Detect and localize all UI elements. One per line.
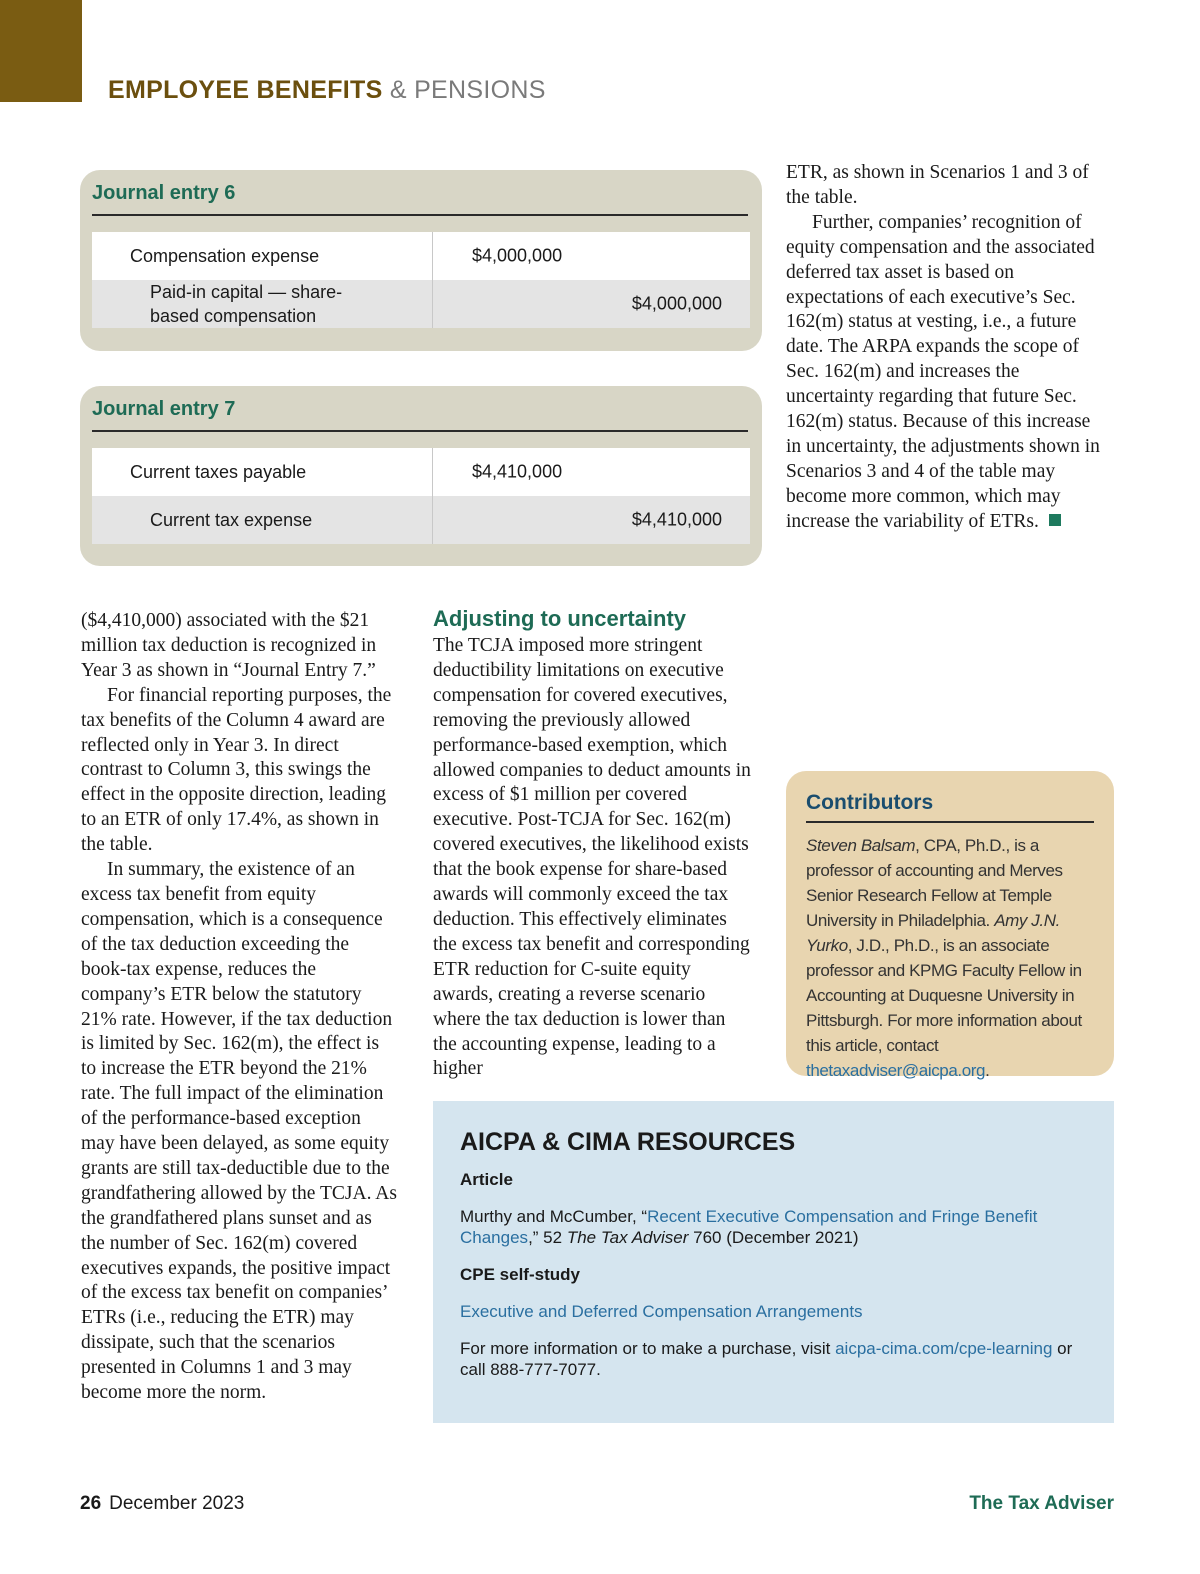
debit-amount: $4,410,000 xyxy=(472,461,563,482)
website-link[interactable]: aicpa-cima.com/cpe-learning xyxy=(835,1339,1053,1358)
account-name: Compensation expense xyxy=(130,246,320,266)
resources-box xyxy=(433,1101,1114,1423)
journal-entry-row xyxy=(92,496,750,544)
article-citation: Murthy and McCumber, “Recent Executive Compensation and Fringe Benefit Changes,” 52 The Tax Adviser 760 (December 2021) xyxy=(460,1207,1038,1247)
contributor-name: Steven Balsam xyxy=(806,836,916,855)
footer-left xyxy=(80,1493,244,1515)
journal-entry-6-box xyxy=(80,170,762,351)
body-paragraph: In summary, the existence of an excess tax benefit from equity compensation, which is a consequence of the tax deduction exceeding the book-tax expense, reduces the company’s ETR below the statutory 21% rate. However, if the tax deduction is limited by Sec. 162(m), the effect is to increase the ETR beyond the 21% rate. The full impact of the elimination of the performance-based exception may have been delayed, as some equity grants are still tax-deductible due to the grandfathering allowed by the TCJA. As the grandfathered plans sunset and as the number of Sec. 162(m) covered executives expands, the positive impact of the excess tax benefit on companies’ ETRs (i.e., reducing the ETR) may dissipate, such that the scenarios presented in Columns 1 and 3 may become more the norm. xyxy=(81,859,397,1404)
journal-entry-row xyxy=(92,448,750,496)
credit-amount: $4,000,000 xyxy=(631,293,722,314)
account-name: Current tax expense xyxy=(150,510,313,530)
body-paragraph: ($4,410,000) associated with the $21 million tax deduction is recognized in Year 3 as shown in “Journal Entry 7.” xyxy=(81,610,377,681)
body-paragraph: Further, companies’ recognition of equity compensation and the associated deferred tax asset is based on expectations of each executive’s Sec. 162(m) status at vesting, i.e., a future date. The ARPA expands the scope of Sec. 162(m) and increases the uncertainty regarding that future Sec. 162(m) status. Because of this increase in uncertainty, the adjustments shown in Scenarios 3 and 4 of the table may become more common, which may increase the variability of ETRs. xyxy=(786,211,1100,532)
journal-entry-row xyxy=(92,280,750,328)
journal-entry-title: Journal entry 6 xyxy=(92,182,748,216)
more-info: For more information or to make a purchase, visit aicpa-cima.com/cpe-learning or call 888-777-7077. xyxy=(460,1339,1073,1379)
article-label: Article xyxy=(460,1170,513,1189)
section-header xyxy=(108,76,546,105)
body-paragraph: For financial reporting purposes, the tax benefits of the Column 4 award are reflected only in Year 3. In direct contrast to Column 3, this swings the effect in the opposite direction, leading to an ETR of only 17.4%, as shown in the table. xyxy=(81,684,392,856)
publication-name: The Tax Adviser xyxy=(969,1493,1114,1514)
email-link[interactable]: thetaxadviser@aicpa.org xyxy=(806,1061,986,1080)
account-name: Current taxes payable xyxy=(130,462,307,482)
resources-body xyxy=(460,1169,1090,1396)
body-paragraph: ETR, as shown in Scenarios 1 and 3 of the table. xyxy=(786,162,1089,208)
corner-color-block xyxy=(0,0,82,102)
body-column-right xyxy=(786,161,1102,535)
issue-date: December 2023 xyxy=(109,1493,245,1514)
credit-amount: $4,410,000 xyxy=(631,509,722,530)
journal-entry-title: Journal entry 7 xyxy=(92,398,748,432)
cpe-label: CPE self-study xyxy=(460,1265,580,1284)
contributor-name: Amy J.N. Yurko xyxy=(806,911,1060,955)
journal-entry-7-box xyxy=(80,386,762,566)
journal-entry-row xyxy=(92,232,750,280)
contributors-text: Steven Balsam, CPA, Ph.D., is a professor of accounting and Merves Senior Research Fellow at Temple University in Philadelphia. Amy J.N. Yurko, J.D., Ph.D., is an associate professor and KPMG Faculty Fellow in Accounting at Duquesne University in Pittsburgh. For more information about this article, contact thetaxadviser@aicpa.org. xyxy=(806,836,1082,1080)
end-of-article-icon xyxy=(1049,514,1061,526)
contributors-box xyxy=(786,771,1114,1080)
debit-amount: $4,000,000 xyxy=(472,245,563,266)
journal-entry-table xyxy=(92,232,750,328)
subheading: Adjusting to uncertainty xyxy=(433,606,686,631)
contributors-title: Contributors xyxy=(806,791,1094,823)
section-header-bold: EMPLOYEE BENEFITS xyxy=(108,76,383,104)
journal-entry-table xyxy=(92,448,750,544)
article-link[interactable]: Recent Executive Compensation and Fringe Benefit Changes xyxy=(460,1207,1038,1247)
section-header-light: & PENSIONS xyxy=(389,76,546,104)
cpe-link[interactable]: Executive and Deferred Compensation Arrangements xyxy=(460,1302,863,1321)
resources-title: AICPA & CIMA RESOURCES xyxy=(460,1128,796,1156)
body-column-middle xyxy=(433,634,751,1082)
page-number: 26 xyxy=(80,1493,102,1514)
body-paragraph: The TCJA imposed more stringent deductibility limitations on executive compensation for covered executives, removing the previously allowed performance-based exemption, which allowed companies to deduct amounts in excess of $1 million per covered executive. Post-TCJA for Sec. 162(m) covered executives, the likelihood exists that the book expense for share-based awards will commonly exceed the tax deduction. This effectively eliminates the excess tax benefit and corresponding ETR reduction for C-suite equity awards, creating a reverse scenario where the tax deduction is lower than the accounting expense, leading to a higher xyxy=(433,635,751,1080)
account-name: Paid-in capital — share-based compensation xyxy=(150,282,343,326)
body-column-left xyxy=(81,609,399,1406)
